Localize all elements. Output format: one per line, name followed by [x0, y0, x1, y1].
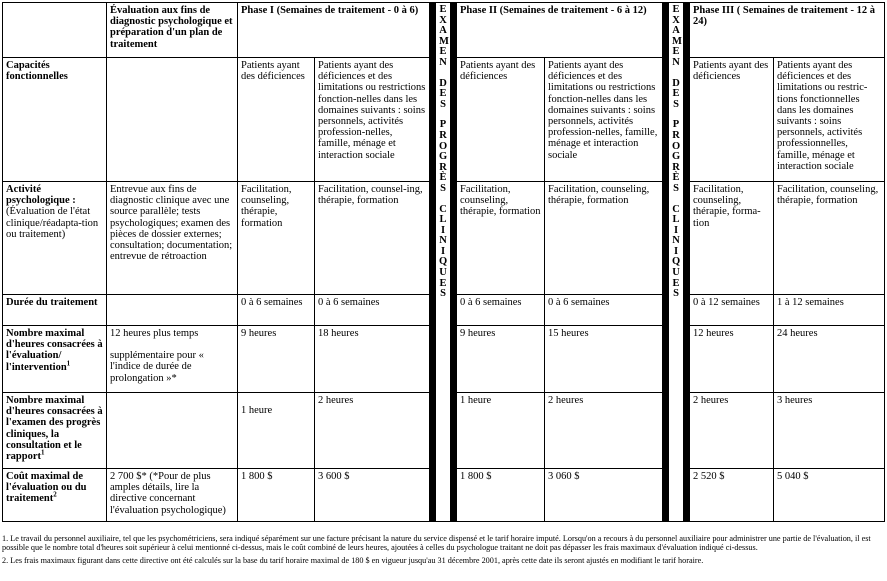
exam-letter: R — [672, 161, 680, 173]
row-label-activite-rest: (Évaluation de l'état clinique/réadapta-tion ou traitement) — [6, 206, 99, 240]
exam-letter — [672, 195, 680, 205]
exam-letter: Q — [672, 256, 681, 268]
cell-p3a-capacites: Patients ayant des déficiences — [690, 58, 774, 182]
row-label-duree: Durée du traitement — [3, 295, 107, 326]
exam-letter: E — [439, 277, 447, 289]
cell-p2a-heures-examen: 1 heure — [457, 393, 545, 469]
exam-letter: U — [672, 267, 680, 279]
exam-letter: D — [439, 77, 447, 89]
row-label-activite — [3, 182, 107, 295]
cell-p1b-cout: 3 600 $ — [315, 469, 430, 522]
row-label-heures-examen — [3, 393, 107, 469]
header-empty-cell — [3, 3, 107, 58]
exam-letter: I — [673, 224, 679, 236]
cell-p3a-activite: Facilitation, counseling, thérapie, forma-tion — [690, 182, 774, 295]
footnote-2: 2. Les frais maximaux figurant dans cette directive ont été calculés sur la base du tarif horaire maximal de 180 $ en vigueur jusqu'au 31 décembre 2001, après cette date ils seront ajustés en modifiant le tarif horaire. — [2, 555, 704, 565]
treatment-phase-table — [2, 2, 885, 522]
exam-letter: I — [440, 224, 446, 236]
exam-progres-cliniques-2 — [669, 3, 684, 522]
exam-letter: A — [672, 25, 680, 37]
cell-p1b-duree: 0 à 6 semaines — [315, 295, 430, 326]
row-label-cout-text: Coût maximal de l'évaluation ou du traitement — [6, 471, 87, 505]
exam-letter: L — [672, 214, 680, 226]
cell-p3a-heures-eval: 12 heures — [690, 326, 774, 393]
cell-p3b-duree: 1 à 12 semaines — [774, 295, 885, 326]
exam-letter: E — [439, 46, 447, 58]
exam-letter: G — [672, 151, 681, 163]
exam-letter: S — [673, 182, 679, 194]
exam-letter: R — [672, 129, 680, 141]
row-label-capacites: Capacités fonctionnelles — [3, 58, 107, 182]
header-evaluation: Évaluation aux fins de diagnostic psychologique et préparation d'un plan de traitement — [107, 3, 238, 58]
exam-vertical-text — [439, 5, 447, 300]
exam-letter: S — [440, 288, 446, 300]
exam-letter: U — [439, 267, 447, 279]
exam-letter: E — [672, 88, 680, 100]
exam-letter: È — [439, 172, 447, 184]
exam-letter: D — [672, 77, 680, 89]
cell-eval-duree — [107, 295, 238, 326]
cell-p1b-heures-eval: 18 heures — [315, 326, 430, 393]
exam-letter: M — [672, 35, 682, 47]
exam-letter: S — [440, 182, 446, 194]
footnote-ref: 1 — [66, 359, 71, 368]
cell-p1a-activite: Facilitation, counseling, thérapie, formation — [238, 182, 315, 295]
cell-p1a-heures-eval: 9 heures — [238, 326, 315, 393]
exam-letter: X — [439, 14, 447, 26]
cell-eval-activite: Entrevue aux fins de diagnostic clinique avec une source parallèle; tests psychologiques; examen des pièces de dossier externes; consultation; documentation; entrevue de rétroaction — [107, 182, 238, 295]
header-phase-3: Phase III ( Semaines de traitement - 12 à 24) — [690, 3, 885, 58]
cell-p1b-heures-examen: 2 heures — [315, 393, 430, 469]
exam-letter: E — [672, 46, 680, 58]
exam-letter: O — [672, 140, 681, 152]
exam-letter: N — [439, 235, 447, 247]
cell-p2b-cout: 3 060 $ — [545, 469, 663, 522]
cell-p3b-cout: 5 040 $ — [774, 469, 885, 522]
cell-p1b-capacites: Patients ayant des déficiences et des limitations ou restrictions fonction-nelles dans les domaines suivants : soins personnels, activités profession-nelles, famille, ménage et interaction sociale — [315, 58, 430, 182]
footnote-ref: 2 — [53, 490, 57, 499]
eval-hours-line2: supplémentaire pour « l'indice de durée de prolongation »* — [110, 350, 204, 384]
cell-eval-heures-eval — [107, 326, 238, 393]
exam-letter: X — [672, 14, 680, 26]
exam-letter: R — [439, 161, 447, 173]
exam-letter: S — [673, 288, 679, 300]
exam-letter: P — [672, 119, 680, 131]
cell-p3b-capacites: Patients ayant des déficiences et des limitations ou restric-tions fonctionnelles dans les domaines suivants : soins personnels, activités professionnelles, famille, ménage et interaction sociale — [774, 58, 885, 182]
exam-letter: L — [439, 214, 447, 226]
cell-p1b-activite: Facilitation, counsel-ing, thérapie, formation — [315, 182, 430, 295]
cell-p3a-duree: 0 à 12 semaines — [690, 295, 774, 326]
exam-letter: P — [439, 119, 447, 131]
cell-p2a-activite: Facilitation, counseling, thérapie, formation — [457, 182, 545, 295]
exam-vertical-text — [672, 5, 680, 300]
cell-p1a-duree: 0 à 6 semaines — [238, 295, 315, 326]
footnote-1: 1. Le travail du personnel auxiliaire, tel que les psychométriciens, sera indiqué séparément sur une facture précisant la nature du service dispensé et le tarif horaire imputé. Lorsqu'on a recours à du personnel auxiliaire pour administrer une partie de l'évaluation, il est possible que le nombre total d'heures soit supérieur à celui mentionné ci-dessus, mais le coût combiné de leurs heures, ajoutées à celles du psychologue traitant ne doit pas dépasser les frais maximaux d'évaluation indiqué ci-dessus. — [2, 534, 871, 553]
header-phase-1: Phase I (Semaines de traitement - 0 à 6) — [238, 3, 430, 58]
exam-letter: M — [439, 35, 449, 47]
exam-letter: N — [672, 56, 680, 68]
footnote-ref: 1 — [41, 448, 45, 457]
eval-hours-line1: 12 heures plus temps — [110, 328, 199, 339]
exam-progres-cliniques-1 — [436, 3, 451, 522]
p1a-examen-value: 1 heure — [241, 405, 273, 416]
exam-letter: N — [439, 56, 447, 68]
exam-letter: E — [439, 88, 447, 100]
exam-letter: O — [439, 140, 448, 152]
row-label-activite-bold: Activité psychologique : — [6, 184, 76, 207]
exam-letter: A — [439, 25, 447, 37]
cell-p2a-cout: 1 800 $ — [457, 469, 545, 522]
exam-letter: E — [439, 4, 447, 15]
cell-p2a-capacites: Patients ayant des déficiences — [457, 58, 545, 182]
exam-letter: S — [673, 98, 679, 110]
exam-letter: R — [439, 129, 447, 141]
exam-letter: I — [673, 245, 679, 257]
cell-eval-heures-examen — [107, 393, 238, 469]
exam-letter: E — [672, 4, 680, 15]
cell-eval-cout: 2 700 $* (*Pour de plus amples détails, lire la directive concernant l'évaluation psychologique) — [107, 469, 238, 522]
cell-p2b-duree: 0 à 6 semaines — [545, 295, 663, 326]
cell-p3b-heures-eval: 24 heures — [774, 326, 885, 393]
exam-letter: C — [672, 203, 680, 215]
cell-p3a-cout: 2 520 $ — [690, 469, 774, 522]
exam-letter: Q — [439, 256, 448, 268]
exam-letter: È — [672, 172, 680, 184]
cell-eval-capacites — [107, 58, 238, 182]
cell-p2b-heures-eval: 15 heures — [545, 326, 663, 393]
header-phase-2: Phase II (Semaines de traitement - 6 à 12) — [457, 3, 663, 58]
cell-p2b-capacites: Patients ayant des déficiences et des limitations ou restrictions fonction-nelles dans les domaines suivants : soins personnels, activités profession-nelles, famille, ménage et interaction sociale — [545, 58, 663, 182]
exam-letter: C — [439, 203, 447, 215]
exam-letter: I — [440, 245, 446, 257]
row-label-heures-examen-text: Nombre maximal d'heures consacrées à l'examen des progrès cliniques, la consultation et le rapport — [6, 395, 103, 463]
cell-p1a-capacites: Patients ayant des déficiences — [238, 58, 315, 182]
cell-p2a-duree: 0 à 6 semaines — [457, 295, 545, 326]
exam-letter: E — [672, 277, 680, 289]
exam-letter: S — [440, 98, 446, 110]
cell-p2b-heures-examen: 2 heures — [545, 393, 663, 469]
cell-p2b-activite: Facilitation, counseling, thérapie, formation — [545, 182, 663, 295]
exam-letter: N — [672, 235, 680, 247]
cell-p3a-heures-examen: 2 heures — [690, 393, 774, 469]
row-label-cout — [3, 469, 107, 522]
cell-p1a-cout: 1 800 $ — [238, 469, 315, 522]
table-header-row — [3, 3, 885, 58]
exam-letter: G — [439, 151, 448, 163]
row-label-heures-eval — [3, 326, 107, 393]
footnotes — [2, 534, 884, 568]
cell-p3b-activite: Facilitation, counseling, thérapie, formation — [774, 182, 885, 295]
cell-p3b-heures-examen: 3 heures — [774, 393, 885, 469]
row-label-heures-eval-text: Nombre maximal d'heures consacrées à l'évaluation/ l'intervention — [6, 328, 103, 373]
cell-p1a-heures-examen — [238, 393, 315, 469]
cell-p2a-heures-eval: 9 heures — [457, 326, 545, 393]
exam-letter — [439, 195, 447, 205]
